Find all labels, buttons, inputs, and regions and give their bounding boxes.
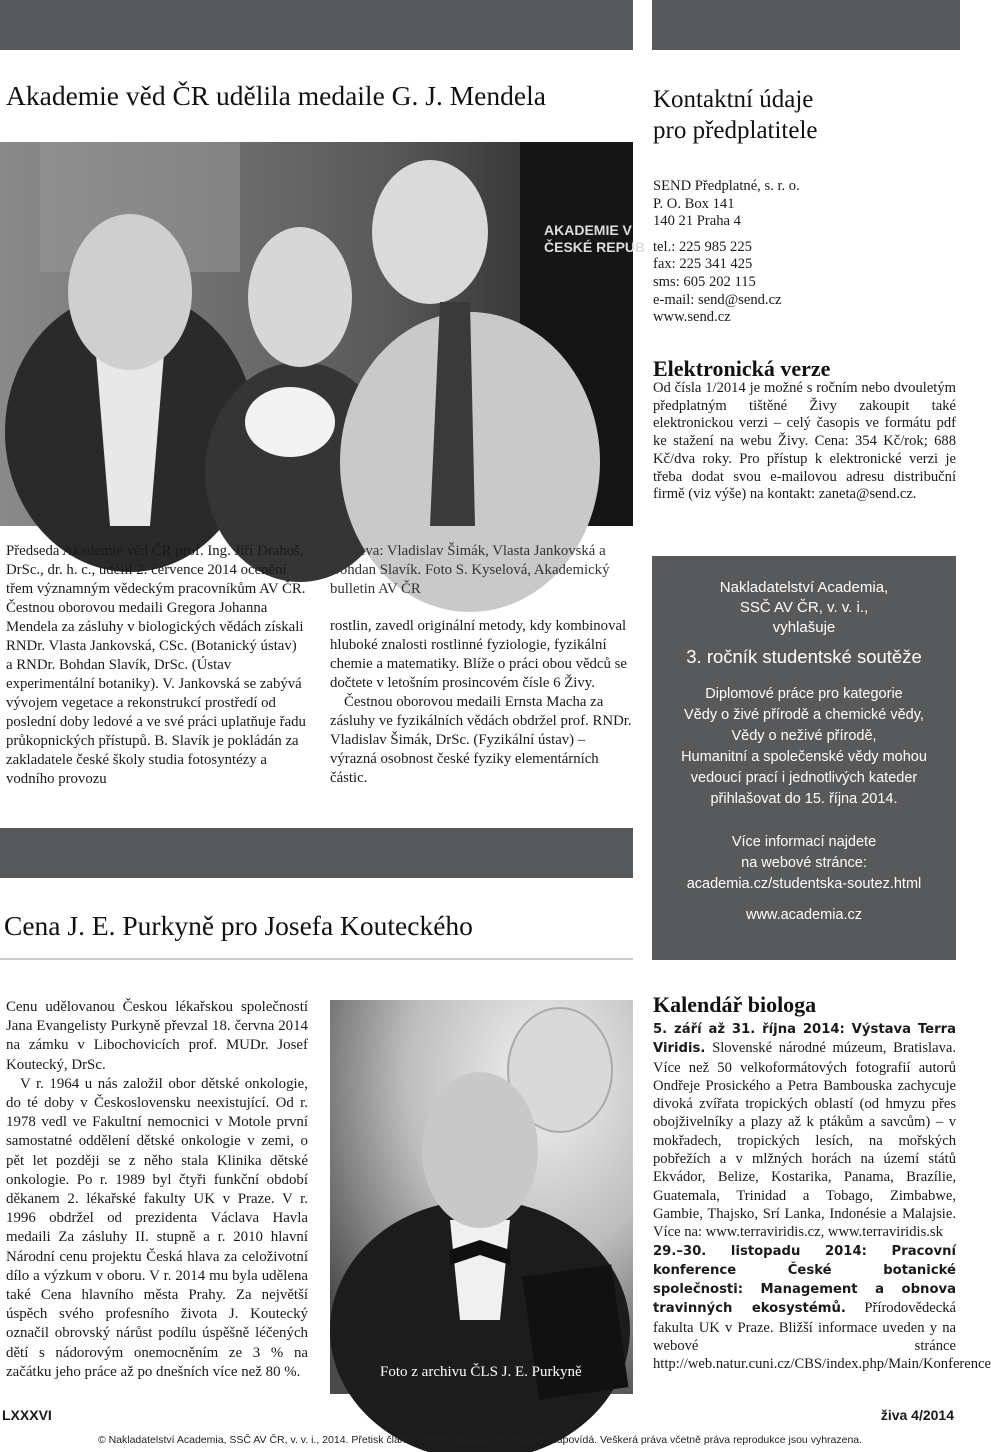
ad-body-line-5: vedoucí prací i jednotlivých kateder (690, 770, 918, 786)
academia-competition-ad (652, 556, 956, 960)
calendar-event-1-text: Slovenské národné múzeum, Bratislava. Více než 50 velkoformátových fotografií autorů Ondřeje Prosického a Petra Bambouska zachycuje divoká zvířata tropických oblastí (od hmyzu přes obojživelníky a plazy až k ptákům a savcům) – v mokřadech, tropických lesích, na mořských pobřežích a v mlžných horách na území států Ekvádor, Belize, Kostarika, Panama, Brazílie, Guatemala, Trinidad a Tobago, Zimbabwe, Gambie, Thajsko, Srí Lanka, Indonésie a Malajsie. Více na: www.terraviridis.cz, www.terraviridis.sk (653, 1040, 956, 1241)
contact-title (653, 84, 953, 146)
purkyne-paragraph-2: V r. 1964 u nás založil obor dětské onkologie, do té doby v Československu neexistující. Od r. 1978 vedl ve Fakultní nemocnici v Motole první samostatné oddělení dětské onkologie v zemi, o pět let později se z něho stala Klinika dětské onkologie. Po r. 1989 byl čtyři funkční období děkanem 2. lékařské fakulty UK v Praze. V r. 1996 obdržel od prezidenta Václava Havla medaili Za zásluhy II. stupně a r. 2010 hlavní Národní cenu projektu Česká hlava za celoživotní dílo a výzkum v oboru. V r. 2014 mu byla udělena také Cena hlavního města Prahy. Za největší úspěch svého profesního života J. Koutecký označil obrovský nárůst podílu úspěšně léčených dětí s nádorovým onemocněním ze 3 % na začátku jeho práce až po dnešních více než 80 %. (6, 1075, 308, 1380)
ad-website-link[interactable]: www.academia.cz (745, 907, 863, 923)
calendar-event-2 (653, 1242, 991, 1374)
contact-title-line-2: pro předplatitele (653, 117, 818, 144)
contact-email-link[interactable]: e-mail: send@send.cz (653, 291, 782, 308)
mendel-award-photo-image (0, 142, 633, 526)
article-title-mendel: Akademie věd ČR udělila medaile G. J. Mendela (6, 80, 546, 111)
contact-title-line-1: Kontaktní údaje (653, 86, 814, 113)
koutecky-photo-image (330, 1000, 633, 1394)
calendar-event-1-date: 5. září až 31. října 2014: Výstava Terra Viridis. (653, 1022, 956, 1057)
electronic-version-paragraph: Od čísla 1/2014 je možné s ročním nebo dvouletým předplatným tištěné Živy zakoupit také elektronickou verzi – celý časopis ve formátu pdf ke stažení na webu Živy. Cena: 354 Kč/rok; 688 Kč/dva roky. Pro přístup k elektronické verzi je třeba dodat svou e-mailovou adresu distribuční firmě (viz výše) na kontakt: zaneta@send.cz. (653, 380, 956, 503)
ad-body-line-3: Vědy o neživé přírodě, (731, 728, 877, 744)
photo-credit-caption (330, 542, 632, 599)
purkyne-article-text (6, 998, 308, 1382)
photo-credit-text: Zleva: Vladislav Šimák, Vlasta Jankovská a Bohdan Slavík. Foto S. Kyselová, Akademický bulletin AV ČR (330, 543, 610, 597)
header-bar-left (0, 0, 633, 50)
ad-body-line-4: Humanitní a společenské vědy mohou (681, 749, 927, 765)
page-number-left: LXXXVI (2, 1407, 52, 1423)
contact-phone: tel.: 225 985 225 (653, 238, 752, 255)
contact-details (653, 178, 953, 327)
electronic-version-text (653, 380, 956, 504)
calendar-event-2-date: 29.–30. listopadu 2014: Pracovní konference České botanické společnosti: Management a obnova travinných ekosystémů. (653, 1243, 956, 1317)
ad-body-line-6: přihlašovat do 15. října 2014. (710, 791, 898, 807)
koutecky-photo-credit: Foto z archivu ČLS J. E. Purkyně (380, 1364, 582, 1380)
ad-publisher-line-3: vyhlašuje (772, 619, 836, 636)
contact-fax: fax: 225 341 425 (653, 256, 753, 273)
calendar-title: Kalendář biologa (653, 992, 817, 1017)
ad-publisher-line-2: SSČ AV ČR, v. v. i., (739, 599, 869, 616)
electronic-version-title: Elektronická verze (653, 356, 831, 381)
ad-competition-link[interactable]: academia.cz/studentska-soutez.html (686, 876, 922, 892)
ad-headline: 3. ročník studentské soutěže (686, 646, 922, 667)
section-divider-bar (0, 828, 633, 878)
calendar-event-1 (653, 1020, 956, 1242)
mendel-middle-column (330, 542, 632, 788)
ad-more-info-line-2: na webové stránce: (741, 855, 867, 871)
contact-city: 140 21 Praha 4 (653, 213, 741, 230)
ad-more-info-line-1: Více informací najdete (731, 834, 877, 850)
koutecky-photo (330, 1000, 633, 1394)
mendel-award-photo (0, 142, 646, 526)
contact-web-link[interactable]: www.send.cz (653, 309, 731, 326)
contact-company: SEND Předplatné, s. r. o. (653, 178, 800, 194)
contact-po-box: P. O. Box 141 (653, 195, 735, 212)
header-bar-right (652, 0, 960, 50)
ad-body-line-2: Vědy o živé přírodě a chemické vědy, (684, 707, 924, 723)
article2-bottom-bar (0, 958, 633, 960)
contact-spacer (653, 231, 953, 239)
photo-background-sign: AKADEMIE V ČESKÉ REPUB (544, 222, 646, 255)
ad-publisher-line-1: Nakladatelství Academia, (719, 579, 889, 596)
mendel-body-paragraph-1: rostlin, zavedl originální metody, kdy kombinoval hluboké znalosti rostlinné fyziologie, fyzikální chemie a matematiky. Blíže o práci obou vědců se dočtete v letošním prosincovém čísle 6 Živy. (330, 618, 627, 691)
mendel-body-paragraph-2: Čestnou oborovou medaili Ernsta Macha za zásluhy ve fyzikálních vědách obdržel prof. RNDr. Vladislav Šimák, DrSc. (Fyzikální ústav) – výrazná osobnost české fyziky elementárních částic. (330, 694, 632, 786)
purkyne-paragraph-1: Cenu udělovanou Českou lékařskou společností Jana Evangelisty Purkyně převzal 18. června 2014 na zámku v Libochovicích prof. MUDr. Josef Koutecký, DrSc. (6, 999, 308, 1073)
photo-credit-number: 1 (330, 543, 339, 559)
contact-sms: sms: 605 202 115 (653, 273, 756, 290)
calendar-events (653, 1020, 991, 1374)
footer-copyright: © Nakladatelství Academia, SSČ AV ČR, v. v. i., 2014. Přetisk článků včetně obrázků se výslovně zapovídá. Veškerá práva včetně práva reprodukce jsou vyhrazena. (97, 1434, 863, 1446)
issue-label-right: živa 4/2014 (880, 1407, 954, 1423)
calendar-event-2-text: Přírodovědecká fakulta UK v Praze. Bližší informace uveden y na webové stránce http://web.natur.cuni.cz/CBS/index.php/Main/Konference (653, 1300, 991, 1373)
mendel-caption-text (6, 542, 306, 789)
mendel-caption-paragraph: Předseda Akademie věd ČR prof. Ing. Jiří Drahoš, DrSc., dr. h. c., udělil 2. července 2014 ocenění třem významným vědeckým pracovníkům AV ČR. Čestnou oborovou medaili Gregora Johanna Mendela za zásluhy v biologických vědách získali RNDr. Vlasta Jankovská, CSc. (Botanický ústav) a RNDr. Bohdan Slavík, DrSc. (Ústav experimentální botaniky). V. Jankovská se zabývá vývojem vegetace a rekonstrukcí prostředí od poslední doby ledové a ve své práci uplatňuje řadu průkopnických přístupů. B. Slavík je pokládán za zakladatele české školy studia fotosyntézy a vodního provozu (6, 543, 306, 787)
photo-number-label: 1 (604, 490, 612, 506)
ad-body-line-1: Diplomové práce pro kategorie (705, 686, 903, 702)
article-title-purkyne: Cena J. E. Purkyně pro Josefa Kouteckého (4, 910, 473, 941)
